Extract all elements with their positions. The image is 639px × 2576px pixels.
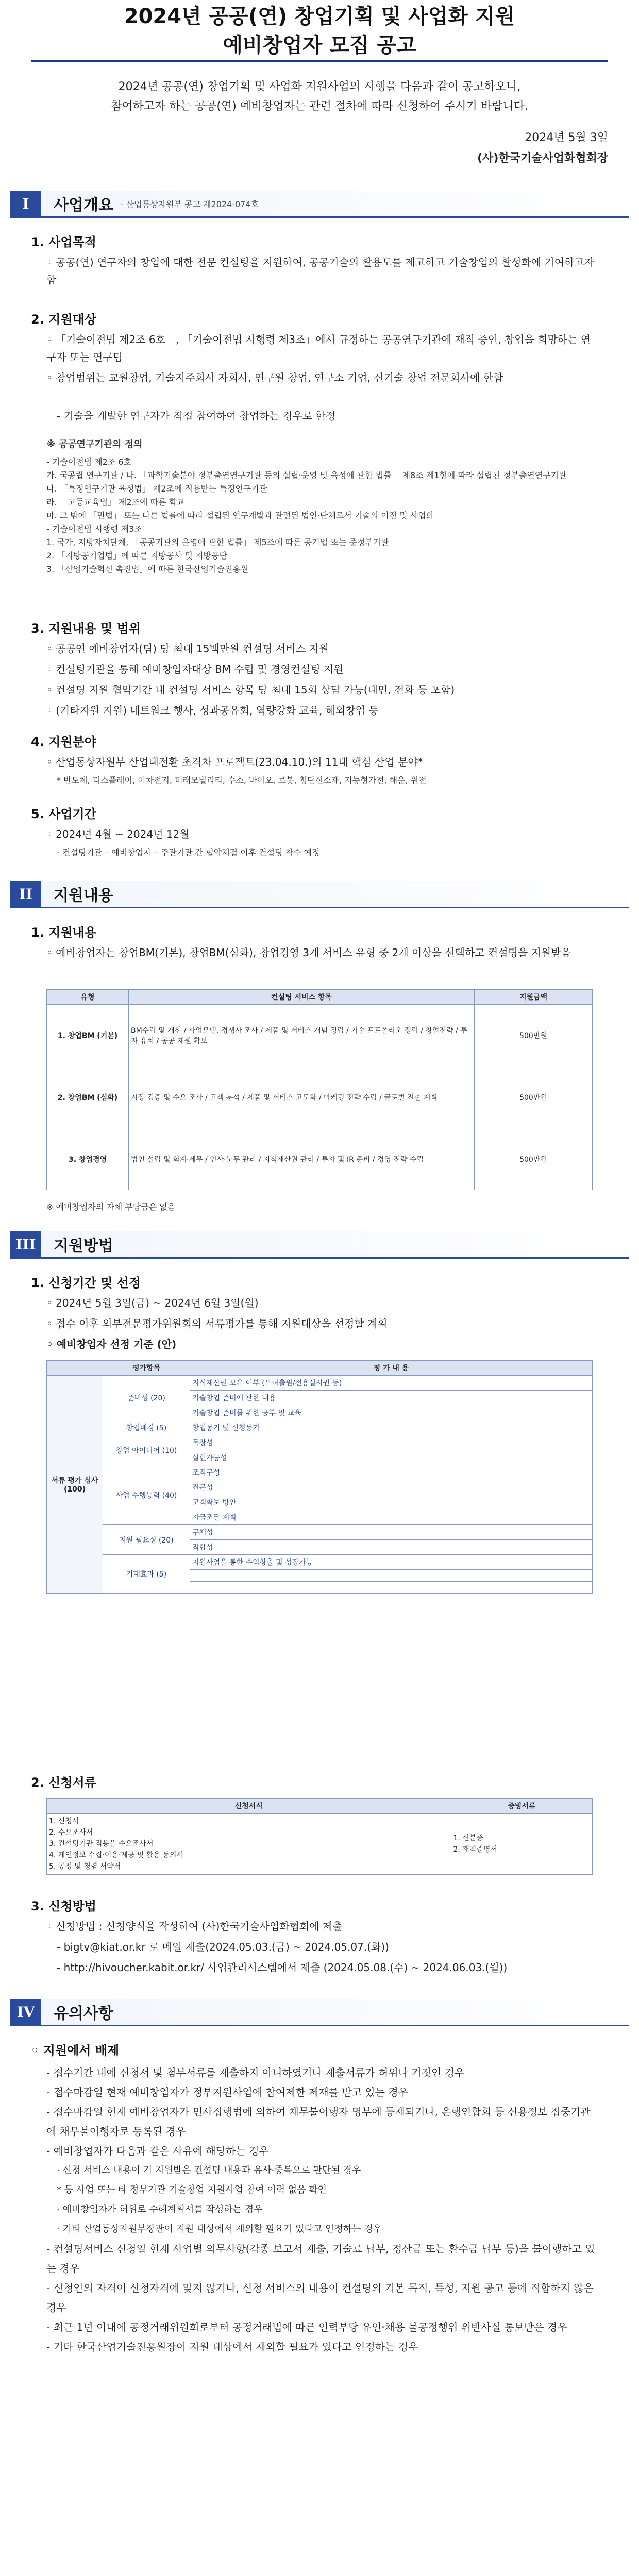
section-1-bar <box>10 191 629 218</box>
note-line: 2. 「지방공기업법」에 따른 지방공사 및 지방공단 <box>46 551 227 561</box>
s1-heading-target: 2. 지원대상 <box>31 312 96 327</box>
cell-items: 시장 검증 및 수요 조사 / 고객 분석 / 제품 및 서비스 고도화 / 마케팅 전략 수립 / 글로벌 진출 계획 <box>129 1066 475 1128</box>
s1-field-text: ◦ 산업통상자원부 산업대전환 초격차 프로젝트(23.04.10.)의 11대 핵심 산업 분야* <box>46 756 423 768</box>
section-subtitle: - 산업통상자원부 공고 제2024-074호 <box>120 199 259 209</box>
note-line: 라. 「고등교육법」 제2조에 따른 학교 <box>46 497 185 507</box>
section-number: I <box>10 191 41 216</box>
cell-cat: 기대효과 (5) <box>103 1555 190 1594</box>
cell-item: 기술창업 준비에 관한 내용 <box>190 1391 593 1405</box>
section-title: 지원방법 <box>54 1237 113 1255</box>
col-eval-items: 평 가 내 용 <box>190 1361 593 1376</box>
doc-item: 2. 수요조사서 <box>49 1828 93 1837</box>
s2-support-text: ◦ 예비창업자는 창업BM(기본), 창업BM(심화), 창업경영 3개 서비스 유형 중 2개 이상을 선택하고 컨설팅을 지원받음 <box>46 946 571 959</box>
cell-amount: 500만원 <box>475 1128 593 1190</box>
s1-scope-d: ◦ (기타지원 지원) 네트워크 행사, 성과공유회, 역량강화 교육, 해외창업 등 <box>46 704 379 717</box>
s3-period-c: ◦ 예비창업자 선정 기준 (안) <box>46 1338 177 1350</box>
list-item: · 신청 서비스 내용이 기 지원받은 컨설팅 내용과 유사·중복으로 판단된 경우 <box>57 2165 361 2176</box>
list-item: * 동 사업 또는 타 정부기관 기술창업 지원사업 참여 이력 없음 확인 <box>57 2184 327 2195</box>
list-item: - 예비창업자가 다음과 같은 사유에 해당하는 경우 <box>46 2145 269 2157</box>
s3-method-c: - http://hivoucher.kabit.or.kr/ 사업관리시스템에서 제출 (2024.05.08.(수) ~ 2024.06.03.(월)) <box>57 1961 508 1974</box>
doc-item: 4. 개인정보 수집·이용·제공 및 활용 동의서 <box>49 1851 183 1859</box>
col-type: 유형 <box>47 990 129 1005</box>
header-rule <box>31 60 608 62</box>
col-amount: 지원금액 <box>475 990 593 1005</box>
col-eval-cat: 평가항목 <box>103 1361 190 1376</box>
list-item: - 신청인의 자격이 신청자격에 맞지 않거나, 신청 서비스의 내용이 컨설팅의 기본 목적, 특성, 지원 공고 등에 적합하지 않은 경우 <box>46 2282 594 2314</box>
list-item: - 컨설팅서비스 신청일 현재 사업별 의무사항(각종 보고서 제출, 기술료 납부, 정산금 또는 환수금 납부 등)을 불이행하고 있는 경우 <box>46 2243 595 2275</box>
cell-item: 전문성 <box>190 1480 593 1495</box>
s1-target-b: ◦ 창업범위는 교원창업, 기술지주회사 자회사, 연구원 창업, 연구소 기업, 신기술 창업 전문회사에 한함 <box>46 371 503 384</box>
s1-heading-period: 5. 사업기간 <box>31 807 96 821</box>
section-number: III <box>10 1231 41 1257</box>
note-line: - 기술이전법 시행령 제3조 <box>46 524 142 534</box>
s1-note-title: ※ 공공연구기관의 정의 <box>46 439 143 450</box>
cell-item: 자금조달 계획 <box>190 1510 593 1525</box>
note-line: 1. 국가, 지방자치단체, 「공공기관의 운영에 관한 법률」 제5조에 따른 공기업 또는 준정부기관 <box>46 537 389 547</box>
list-item: - 접수마감일 현재 예비창업자가 정부지원사업에 참여제한 제재를 받고 있는 경우 <box>46 2086 408 2098</box>
cell-item: 실현가능성 <box>190 1450 593 1465</box>
announce-org: (사)한국기술사업화협회장 <box>477 152 608 165</box>
cell-cat: 창업배경 (5) <box>103 1420 190 1435</box>
note-line: 다. 「특정연구기관 육성법」 제2조에 적용받는 특정연구기관 <box>46 484 267 494</box>
section-title: 사업개요 <box>54 196 113 214</box>
cell-type: 2. 창업BM (심화) <box>47 1066 129 1128</box>
list-item: - 기타 한국산업기술진흥원장이 지원 대상에서 제외할 필요가 있다고 인정하는 경우 <box>46 2341 418 2353</box>
section-3-bar <box>10 1231 629 1259</box>
cell-cat: 사업 수행능력 (40) <box>103 1465 190 1525</box>
section-2-bar <box>10 881 629 908</box>
col-proofs: 증빙서류 <box>451 1799 593 1814</box>
announce-date: 2024년 5월 3일 <box>525 131 608 144</box>
s3-heading-docs: 2. 신청서류 <box>31 1775 96 1790</box>
doc-item: 5. 공정 및 청렴 서약서 <box>49 1862 121 1871</box>
s3-method-b: - bigtv@kiat.or.kr 로 메일 제출(2024.05.03.(금) ~ 2024.05.07.(화)) <box>57 1941 389 1953</box>
cell-items: BM수립 및 개선 / 사업모델, 경쟁사 조사 / 제품 및 서비스 개념 정립 / 기술 포트폴리오 정립 / 창업전략 / 투자 유치 / 공공 재원 확보 <box>129 1005 475 1066</box>
s1-period-b: - 컨설팅기관 – 예비창업자 – 주관기관 간 협약체결 이후 컨설팅 착수 예정 <box>57 848 320 857</box>
cell-item: 지원사업을 통한 수익창출 및 성장가능 <box>190 1555 593 1570</box>
s4-heading-exclusion: ◦ 지원에서 배제 <box>31 2043 120 2058</box>
docs-right-cell <box>451 1814 593 1875</box>
s1-scope-b: ◦ 컨설팅기관을 통해 예비창업자대상 BM 수립 및 경영컨설팅 지원 <box>46 663 344 675</box>
s2-table-note: ※ 예비창업자의 자체 부담금은 없음 <box>46 1202 176 1212</box>
cell-type: 3. 창업경영 <box>47 1128 129 1190</box>
eval-group: 서류 평가 심사 (100) <box>47 1376 103 1594</box>
title-line1: 2024년 공공(연) 창업기획 및 사업화 지원 <box>124 5 515 28</box>
s4-exclusion-list <box>46 2063 598 2357</box>
cell-items: 법인 설립 및 회계·세무 / 인사·노무 관리 / 지식재산권 관리 / 투자 및 IR 준비 / 경영 전략 수립 <box>129 1128 475 1190</box>
s1-purpose-text: ◦ 공공(연) 연구자의 창업에 대한 전문 컨설팅을 지원하여, 공공기술의 활용도를 제고하고 기술창업의 활성화에 기여하고자 함 <box>46 256 595 286</box>
note-line: - 기술이전법 제2조 6호 <box>46 457 132 467</box>
list-item: - 접수기간 내에 신청서 및 첨부서류를 제출하지 아니하였거나 제출서류가 허위나 거짓인 경우 <box>46 2066 465 2079</box>
doc-item: 2. 재직증명서 <box>453 1845 497 1854</box>
cell-item: 지식재산권 보유 여부 (특허출원/전용실시권 등) <box>190 1376 593 1391</box>
s1-period-a: ◦ 2024년 4월 ~ 2024년 12월 <box>46 828 190 840</box>
title-line2: 예비창업자 모집 공고 <box>223 33 416 57</box>
table-row <box>47 1066 593 1128</box>
s1-field-note: * 반도체, 디스플레이, 이차전지, 미래모빌리티, 수소, 바이오, 로봇, 첨단신소재, 지능형가전, 해운, 원전 <box>57 775 427 785</box>
eval-table <box>46 1360 593 1594</box>
service-table <box>46 989 593 1190</box>
section-number: II <box>10 881 41 907</box>
docs-left-cell <box>47 1814 451 1875</box>
cell-item: 고객확보 방안 <box>190 1495 593 1510</box>
note-line: 3. 「산업기술혁신 촉진법」에 따른 한국산업기술진흥원 <box>46 564 249 574</box>
cell-cat: 창업 아이디어 (10) <box>103 1435 190 1465</box>
s1-target-a: ◦ 「기술이전법 제2조 6호」, 「기술이전법 시행령 제3조」에서 규정하는 공공연구기관에 재직 중인, 창업을 희망하는 연구자 또는 연구팀 <box>46 333 591 363</box>
s1-heading-purpose: 1. 사업목적 <box>31 235 96 249</box>
list-item: - 접수마감일 현재 예비창업자가 민사집행법에 의하여 채무불이행자 명부에 등재되거나, 은행연합회 등 신용정보 집중기관에 채무불이행자로 등록된 경우 <box>46 2106 591 2138</box>
cell-item: 창업동기 및 신청동기 <box>190 1420 593 1435</box>
note-line: 가. 국공립 연구기관 / 나. 「과학기술분야 정부출연연구기관 등의 설립·운영 및 육성에 관한 법률」 제8조 제1항에 따라 설립된 정부출연연구기관 <box>46 470 567 480</box>
docs-table <box>46 1798 593 1875</box>
s3-period-a: ◦ 2024년 5월 3일(금) ~ 2024년 6월 3일(월) <box>46 1297 259 1309</box>
s1-heading-scope: 3. 지원내용 및 범위 <box>31 621 141 636</box>
list-item: · 기타 산업통상자원부장관이 지원 대상에서 제외할 필요가 있다고 인정하는 경우 <box>57 2224 382 2234</box>
col-items: 컨설팅 서비스 항목 <box>129 990 475 1005</box>
section-title: 유의사항 <box>54 2005 113 2023</box>
section-number: IV <box>10 1999 41 2025</box>
s3-method-a: ◦ 신청방법 : 신청양식을 작성하여 (사)한국기술사업화협회에 제출 <box>46 1920 343 1933</box>
cell-item: 기술창업 준비를 위한 공부 및 교육 <box>190 1405 593 1420</box>
list-item: · 예비창업자가 허위로 수혜계획서를 작성하는 경우 <box>57 2204 263 2215</box>
section-title: 지원내용 <box>54 887 113 905</box>
table-row <box>47 1128 593 1190</box>
intro-line2: 참여하고자 하는 공공(연) 예비창업자는 관련 절차에 따라 신청하여 주시기 바랍니다. <box>111 100 528 113</box>
s1-note-list <box>46 455 598 576</box>
note-line: 마. 그 밖에 「민법」 또는 다른 법률에 따라 설립된 연구개발과 관련된 법인·단체로서 기술의 이전 및 사업화 <box>46 511 434 520</box>
cell-cat: 준비성 (20) <box>103 1376 190 1420</box>
document-header <box>31 0 608 62</box>
list-item: - 최근 1년 이내에 공정거래위원회로부터 공정거래법에 따른 인력부당 유인·채용 불공정행위 위반사실 통보받은 경우 <box>46 2321 567 2333</box>
s2-heading-support: 1. 지원내용 <box>31 925 96 940</box>
intro-text <box>31 77 608 116</box>
s1-scope-a: ◦ 공공연 예비창업자(팀) 당 최대 15백만원 컨설팅 서비스 지원 <box>46 642 329 655</box>
s1-target-c: - 기술을 개발한 연구자가 직접 참여하여 창업하는 경우로 한정 <box>57 410 336 422</box>
cell-item: 적합성 <box>190 1540 593 1555</box>
cell-cat: 지원 필요성 (20) <box>103 1525 190 1555</box>
table-row <box>47 1005 593 1066</box>
cell-amount: 500만원 <box>475 1066 593 1128</box>
section-4-bar <box>10 1999 629 2026</box>
cell-item: 구체성 <box>190 1525 593 1540</box>
s1-heading-field: 4. 지원분야 <box>31 735 96 749</box>
s3-heading-period: 1. 신청기간 및 선정 <box>31 1276 141 1290</box>
cell-type: 1. 창업BM (기본) <box>47 1005 129 1066</box>
s1-scope-c: ◦ 컨설팅 지원 협약기간 내 컨설팅 서비스 항목 당 최대 15회 상담 가능(대면, 전화 등 포함) <box>46 684 455 696</box>
doc-item: 3. 컨설팅기관 적용을 수요조사서 <box>49 1840 154 1848</box>
cell-item: 조직구성 <box>190 1465 593 1480</box>
s3-heading-method: 3. 신청방법 <box>31 1899 96 1913</box>
s3-period-b: ◦ 접수 이후 외부전문평가위원회의 서류평가를 통해 지원대상을 선정할 계획 <box>46 1317 388 1330</box>
doc-item: 1. 신분증 <box>453 1834 483 1842</box>
cell-item: 독창성 <box>190 1435 593 1450</box>
doc-item: 1. 신청서 <box>49 1817 79 1825</box>
table-row <box>47 1376 593 1391</box>
intro-line1: 2024년 공공(연) 창업기획 및 사업화 지원사업의 시행을 다음과 같이 공고하오니, <box>118 80 521 93</box>
col-forms: 신청서식 <box>47 1799 451 1814</box>
cell-amount: 500만원 <box>475 1005 593 1066</box>
